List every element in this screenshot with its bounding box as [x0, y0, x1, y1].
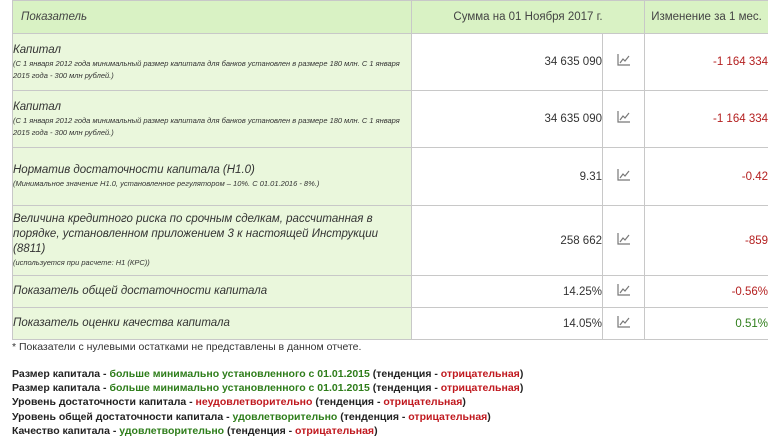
summary-status: больше минимально установленного с 01.01.2015 [109, 382, 370, 395]
summary-trend-suffix: ) [374, 424, 378, 437]
indicators-table [12, 0, 768, 340]
row-title: Показатель оценки качества капитала [13, 317, 230, 329]
row-change: -859 [645, 206, 768, 276]
row-change: 0.51% [645, 308, 768, 340]
summary-block [12, 367, 523, 438]
row-name-cell [13, 148, 412, 206]
row-change: -1 164 334 [645, 34, 768, 91]
row-value: 34 635 090 [412, 91, 603, 148]
chart-link[interactable] [603, 206, 645, 276]
row-change: -0.56% [645, 276, 768, 308]
row-note: (С 1 января 2012 года минимальный размер капитала для банков установлен в размере 180 млн. С 1 января 2015 года - 300 млн рублей.) [13, 115, 400, 137]
table-row [13, 148, 768, 206]
summary-separator: - [100, 368, 110, 380]
row-title: Капитал [13, 100, 61, 113]
summary-trend: отрицательная [295, 424, 375, 437]
table-header-row [13, 1, 768, 34]
summary-status: неудовлетворительно [195, 396, 313, 409]
summary-separator: - [100, 382, 110, 395]
summary-label: Размер капитала [12, 382, 101, 395]
summary-label: Уровень достаточности капитала [12, 396, 187, 409]
table-row [13, 34, 768, 91]
table-row [13, 91, 768, 148]
summary-status: удовлетворительно [232, 410, 338, 423]
row-value: 14.25% [412, 276, 603, 308]
summary-trend-suffix: ) [519, 382, 524, 395]
summary-line [12, 424, 523, 438]
summary-trend: отрицательная [440, 368, 520, 380]
row-title: Величина кредитного риска по срочным сделкам, рассчитанная в порядке, установленном приложением 3 к настоящей Инструкции (8811) [13, 213, 379, 255]
row-change: -1 164 334 [645, 91, 768, 148]
row-note: (Минимальное значение Н1.0, установленное регулятором – 10%. С 01.01.2016 - 8%.) [13, 179, 320, 188]
summary-separator: - [223, 410, 233, 423]
row-name-cell [13, 91, 412, 148]
row-name-cell [13, 276, 412, 308]
summary-separator: - [109, 424, 120, 437]
header-indicator: Показатель [13, 1, 412, 34]
summary-line [12, 381, 523, 395]
row-value: 9.31 [412, 148, 603, 206]
summary-trend: отрицательная [383, 396, 463, 409]
row-change: -0.42 [645, 148, 768, 206]
row-name-cell [13, 34, 412, 91]
summary-line [12, 395, 523, 409]
summary-trend: отрицательная [408, 410, 488, 423]
table-row [13, 206, 768, 276]
summary-status: удовлетворительно [119, 424, 225, 437]
summary-trend-suffix: ) [487, 410, 491, 423]
summary-trend-prefix: (тенденция - [369, 368, 441, 380]
summary-trend-prefix: (тенденция - [224, 424, 296, 437]
chart-link[interactable] [603, 308, 645, 340]
row-note: (используется при расчете: Н1 (КРС)) [13, 258, 150, 267]
table-row [13, 276, 768, 308]
chart-link[interactable] [603, 148, 645, 206]
row-name-cell [13, 206, 412, 276]
row-name-cell [13, 308, 412, 340]
summary-trend-suffix: ) [462, 396, 466, 409]
chart-icon[interactable] [617, 169, 631, 181]
table-row [13, 308, 768, 340]
summary-label: Размер капитала [12, 368, 101, 380]
chart-link[interactable] [603, 91, 645, 148]
header-sum: Сумма на 01 Ноября 2017 г. [412, 1, 645, 34]
summary-label: Качество капитала [12, 424, 110, 437]
summary-trend-suffix: ) [519, 368, 524, 380]
row-value: 14.05% [412, 308, 603, 340]
chart-icon[interactable] [617, 284, 631, 296]
header-change: Изменение за 1 мес. [645, 1, 768, 34]
row-note: (С 1 января 2012 года минимальный размер капитала для банков установлен в размере 180 млн. С 1 января 2015 года - 300 млн рублей.) [13, 58, 400, 80]
summary-status: больше минимально установленного с 01.01.2015 [109, 368, 370, 380]
row-title: Норматив достаточности капитала (Н1.0) [13, 164, 255, 176]
row-value: 258 662 [412, 206, 603, 276]
summary-trend-prefix: (тенденция - [337, 410, 409, 423]
row-value: 34 635 090 [412, 34, 603, 91]
row-title: Капитал [13, 43, 61, 56]
chart-link[interactable] [603, 276, 645, 308]
summary-trend: отрицательная [440, 382, 520, 395]
chart-icon[interactable] [617, 111, 631, 123]
summary-line [12, 410, 523, 424]
chart-icon[interactable] [617, 233, 631, 245]
row-title: Показатель общей достаточности капитала [13, 285, 268, 297]
chart-icon[interactable] [617, 54, 631, 66]
summary-trend-prefix: (тенденция - [312, 396, 384, 409]
chart-icon[interactable] [617, 316, 631, 328]
summary-line [12, 367, 523, 381]
chart-link[interactable] [603, 34, 645, 91]
summary-label: Уровень общей достаточности капитала [12, 410, 224, 423]
summary-trend-prefix: (тенденция - [369, 382, 441, 395]
footnote: * Показатели с нулевыми остатками не представлены в данном отчете. [12, 341, 362, 353]
summary-separator: - [186, 396, 196, 409]
